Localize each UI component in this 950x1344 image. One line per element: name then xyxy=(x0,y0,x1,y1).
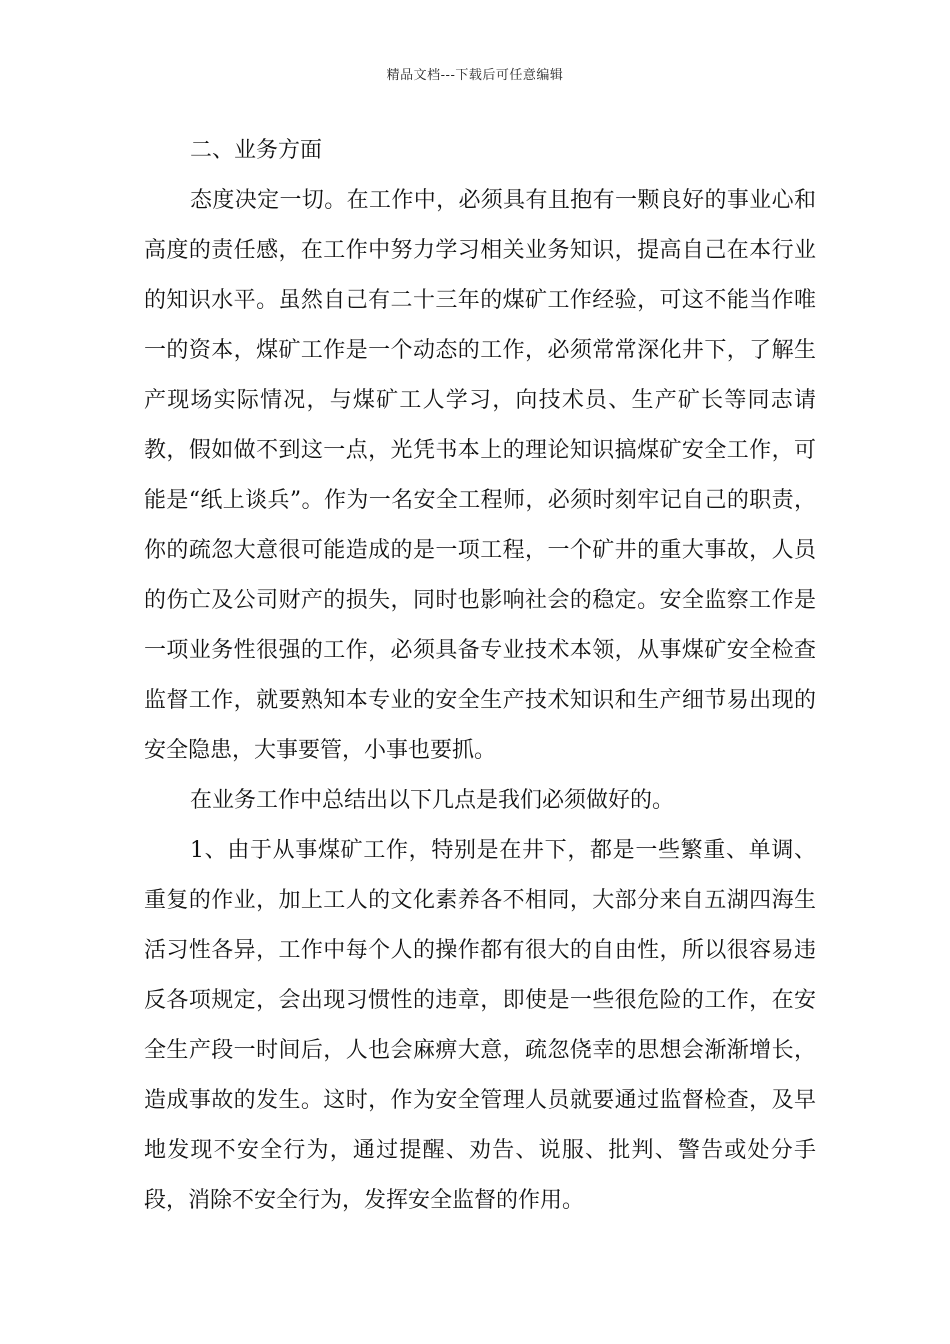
paragraph-3: 1、由于从事煤矿工作，特别是在井下，都是一些繁重、单调、重复的作业，加上工人的文化素养各不相同，大部分来自五湖四海生活习性各异，工作中每个人的操作都有很大的自由性，所以很容易违反各项规定，会出现习惯性的违章，即使是一些很危险的工作，在安全生产段一时间后，人也会麻痹大意，疏忽侥幸的思想会渐渐增长，造成事故的发生。这时，作为安全管理人员就要通过监督检查，及早地发现不安全行为，通过提醒、劝告、说服、批判、警告或处分手段，消除不安全行为，发挥安全监督的作用。 xyxy=(144,838,816,1213)
paragraph-2: 在业务工作中总结出以下几点是我们必须做好的。 xyxy=(190,788,675,813)
document-body xyxy=(144,126,816,1226)
page-header: 精品文档---下载后可任意编辑 xyxy=(386,68,564,83)
section-heading: 二、业务方面 xyxy=(190,138,323,163)
paragraph-1: 态度决定一切。在工作中，必须具有且抱有一颗良好的事业心和高度的责任感，在工作中努力学习相关业务知识，提高自己在本行业的知识水平。虽然自己有二十三年的煤矿工作经验，可这不能当作唯一的资本，煤矿工作是一个动态的工作，必须常常深化井下，了解生产现场实际情况，与煤矿工人学习，向技术员、生产矿长等同志请教，假如做不到这一点，光凭书本上的理论知识搞煤矿安全工作，可能是“纸上谈兵”。作为一名安全工程师，必须时刻牢记自己的职责，你的疏忽大意很可能造成的是一项工程，一个矿井的重大事故，人员的伤亡及公司财产的损失，同时也影响社会的稳定。安全监察工作是一项业务性很强的工作，必须具备专业技术本领，从事煤矿安全检查监督工作，就要熟知本专业的安全生产技术知识和生产细节易出现的安全隐患，大事要管，小事也要抓。 xyxy=(144,188,816,763)
